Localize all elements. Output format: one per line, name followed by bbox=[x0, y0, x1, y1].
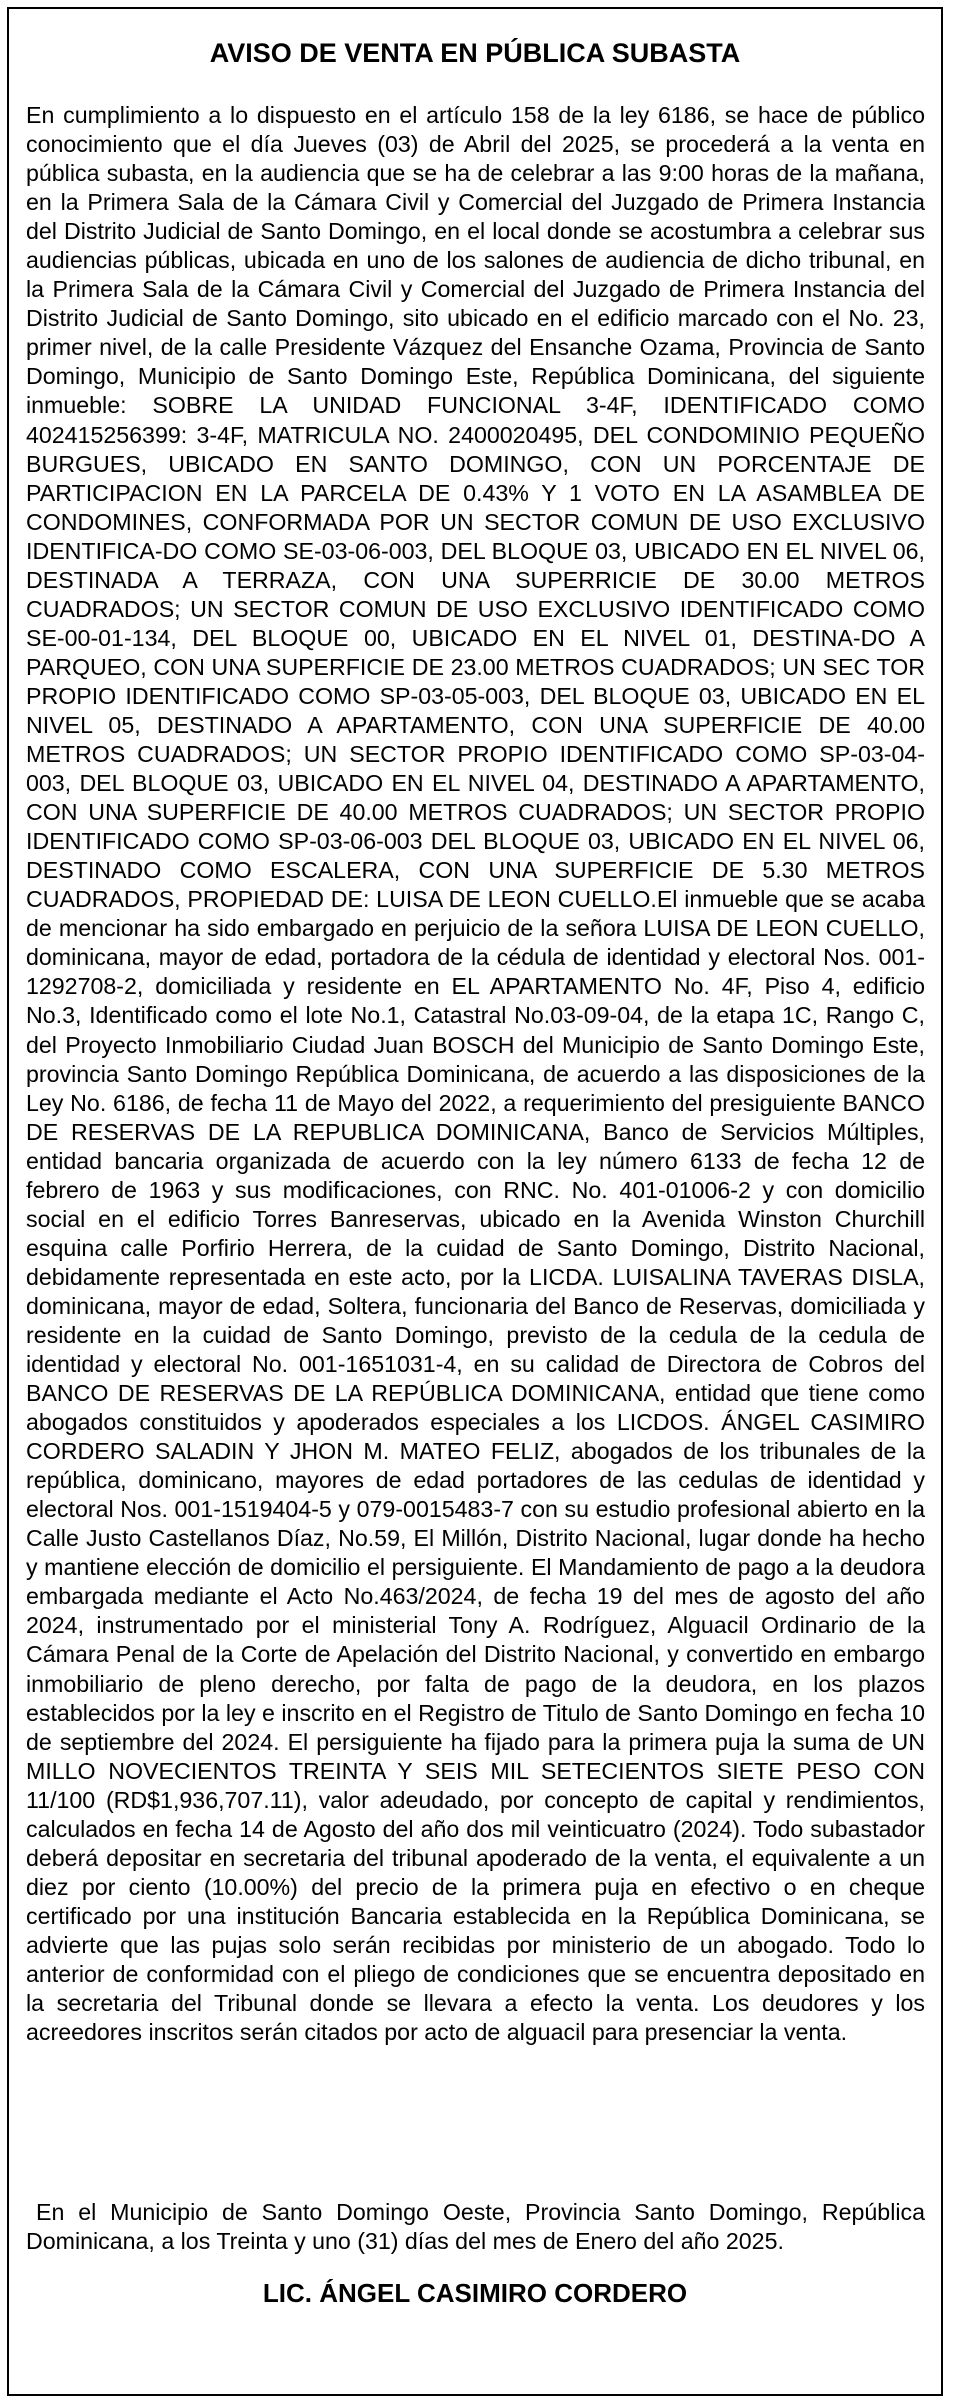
notice-signature: LIC. ÁNGEL CASIMIRO CORDERO bbox=[262, 2278, 688, 2308]
legal-notice bbox=[7, 7, 943, 2396]
notice-closing: En el Municipio de Santo Domingo Oeste, Provincia Santo Domingo, República Dominicana, a los Treinta y uno (31) días del mes de Enero del año 2025. bbox=[26, 2199, 925, 2255]
notice-body: En cumplimiento a lo dispuesto en el artículo 158 de la ley 6186, se hace de público conocimiento que el día Jueves (03) de Abril del 2025, se procederá a la venta en pública subasta, en la audiencia que se ha de celebrar a las 9:00 horas de la mañana, en la Primera Sala de la Cámara Civil y Comercial del Juzgado de Primera Instancia del Distrito Judicial de Santo Domingo, en el local donde se acostumbra a celebrar sus audiencias públicas, ubicada en uno de los salones de audiencia de dicho tribunal, en la Primera Sala de la Cámara Civil y Comercial del Juzgado de Primera Instancia del Distrito Judicial de Santo Domingo, sito ubicado en el edificio marcado con el No. 23, primer nivel, de la calle Presidente Vázquez del Ensanche Ozama, Provincia de Santo Domingo, Municipio de Santo Domingo Este, República Dominicana, del siguiente inmueble: SOBRE LA UNIDAD FUNCIONAL 3-4F, IDENTIFICADO COMO 402415256399: 3-4F, MATRICULA NO. 2400020495, DEL CONDOMINIO PEQUEÑO BURGUES, UBICADO EN SANTO DOMINGO, CON UN PORCENTAJE DE PARTICIPACION EN LA PARCELA DE 0.43% Y 1 VOTO EN LA ASAMBLEA DE CONDOMINES, CONFORMADA POR UN SECTOR COMUN DE USO EXCLUSIVO IDENTIFICA-DO COMO SE-03-06-003, DEL BLOQUE 03, UBICADO EN EL NIVEL 06, DESTINADA A TERRAZA, CON UNA SUPERRICIE DE 30.00 METROS CUADRADOS; UN SECTOR COMUN DE USO EXCLUSIVO IDENTIFICADO COMO SE-00-01-134, DEL BLOQUE 00, UBICADO EN EL NIVEL 01, DESTINA-DO A PARQUEO, CON UNA SUPERFICIE DE 23.00 METROS CUADRADOS; UN SEC TOR PROPIO IDENTIFICADO COMO SP-03-05-003, DEL BLOQUE 03, UBICADO EN EL NIVEL 05, DESTINADO A APARTAMENTO, CON UNA SUPERFICIE DE 40.00 METROS CUADRADOS; UN SECTOR PROPIO IDENTIFICADO COMO SP-03-04-003, DEL BLOQUE 03, UBICADO EN EL NIVEL 04, DESTINADO A APARTAMENTO, CON UNA SUPERFICIE DE 40.00 METROS CUADRADOS; UN SECTOR PROPIO IDENTIFICADO COMO SP-03-06-003 DEL BLOQUE 03, UBICADO EN EL NIVEL 06, DESTINADO COMO ESCALERA, CON UNA SUPERFICIE DE 5.30 METROS CUADRADOS, PROPIEDAD DE: LUISA DE LEON CUELLO.El inmueble que se acaba de mencionar ha sido embargado en perjuicio de la señora LUISA DE LEON CUELLO, dominicana, mayor de edad, portadora de la cédula de identidad y electoral Nos. 001-1292708-2, domiciliada y residente en EL APARTAMENTO No. 4F, Piso 4, edificio No.3, Identificado como el lote No.1, Catastral No.03-09-04, de la etapa 1C, Rango C, del Proyecto Inmobiliario Ciudad Juan BOSCH del Municipio de Santo Domingo Este, provincia Santo Domingo República Dominicana, de acuerdo a las disposiciones de la Ley No. 6186, de fecha 11 de Mayo del 2022, a requerimiento del presiguiente BANCO DE RESERVAS DE LA REPUBLICA DOMINICANA, Banco de Servicios Múltiples, entidad bancaria organizada de acuerdo con la ley número 6133 de fecha 12 de febrero de 1963 y sus modificaciones, con RNC. No. 401-01006-2 y con domicilio social en el edificio Torres Banreservas, ubicado en la Avenida Winston Churchill esquina calle Porfirio Herrera, de la cuidad de Santo Domingo, Distrito Nacional, debidamente representada en este acto, por la LICDA. LUISALINA TAVERAS DISLA, dominicana, mayor de edad, Soltera, funcionaria del Banco de Reservas, domiciliada y residente en la cuidad de Santo Domingo, previsto de la cedula de la cedula de identidad y electoral No. 001-1651031-4, en su calidad de Directora de Cobros del BANCO DE RESERVAS DE LA REPÚBLICA DOMINICANA, entidad que tiene como abogados constituidos y apoderados especiales a los LICDOS. ÁNGEL CASIMIRO CORDERO SALADIN Y JHON M. MATEO FELIZ, abogados de los tribunales de la república, dominicano, mayores de edad portadores de las cedulas de identidad y electoral Nos. 001-1519404-5 y 079-0015483-7 con su estudio profesional abierto en la Calle Justo Castellanos Díaz, No.59, El Millón, Distrito Nacional, lugar donde ha hecho y mantiene elección de domicilio el persiguiente. El Mandamiento de pago a la deudora embargada mediante el Acto No.463/2024, de fecha 19 del mes de agosto del año 2024, instrumentado por el ministerial Tony A. Rodríguez, Alguacil Ordinario de la Cámara Penal de la Corte de Apelación del Distrito Nacional, y convertido en embargo inmobiliario de pleno derecho, por falta de pago de la deudora, en los plazos establecidos por la ley e inscrito en el Registro de Titulo de Santo Domingo en fecha 10 de septiembre del 2024. El persiguiente ha fijado para la primera puja la suma de UN MILLO NOVECIENTOS TREINTA Y SEIS MIL SETECIENTOS SIETE PESO CON 11/100 (RD$1,936,707.11), valor adeudado, por concepto de capital y rendimientos, calculados en fecha 14 de Agosto del año dos mil veinticuatro (2024). Todo subastador deberá depositar en secretaria del tribunal apoderado de la venta, el equivalente a un diez por ciento (10.00%) del precio de la primera puja en efectivo o en cheque certificado por una institución Bancaria establecida en la República Dominicana, se advierte que las pujas solo serán recibidas por ministerio de un abogado. Todo lo anterior de conformidad con el pliego de condiciones que se encuentra depositado en la secretaria del Tribunal donde se llevara a efecto la venta. Los deudores y los acreedores inscritos serán citados por acto de alguacil para presenciar la venta. bbox=[26, 102, 925, 2046]
notice-title: AVISO DE VENTA EN PÚBLICA SUBASTA bbox=[209, 38, 741, 68]
